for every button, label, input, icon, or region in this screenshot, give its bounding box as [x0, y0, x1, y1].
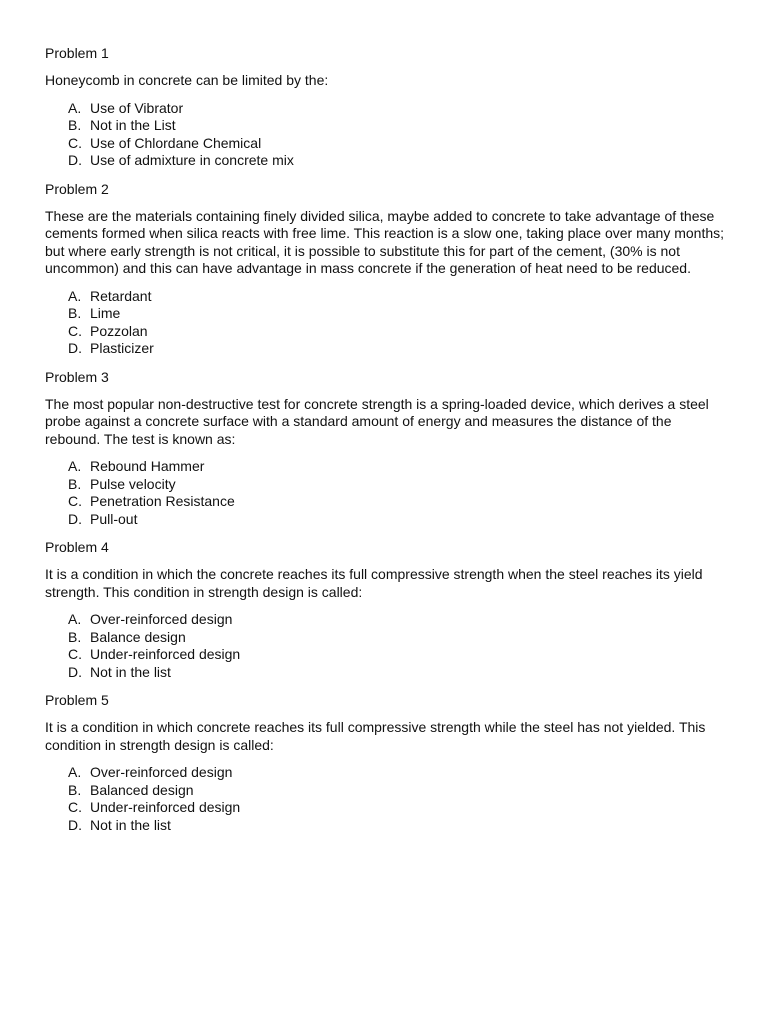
problem-title: Problem 5 — [45, 692, 109, 708]
option-text: Under-reinforced design — [90, 799, 241, 815]
option-letter: C. — [68, 322, 82, 339]
options-list — [45, 100, 730, 170]
option-text: Not in the List — [90, 117, 176, 133]
options-list — [45, 288, 730, 358]
option-letter: A. — [68, 611, 82, 627]
problem-4 — [45, 538, 730, 681]
option-d — [68, 817, 730, 835]
option-c — [68, 799, 730, 817]
option-a — [68, 611, 730, 629]
option-text: Balanced design — [90, 781, 194, 798]
option-a — [68, 764, 730, 782]
option-b — [68, 782, 730, 800]
problem-title: Problem 4 — [45, 539, 109, 555]
option-letter: B. — [68, 305, 82, 321]
question-text: It is a condition in which the concrete reaches its full compressive strength when the steel reaches its yield strength. This condition in strength design is called: — [45, 566, 703, 600]
option-b — [68, 476, 730, 494]
option-letter: D. — [68, 510, 82, 527]
option-letter: A. — [68, 764, 82, 780]
option-text: Pulse velocity — [90, 475, 176, 492]
option-text: Lime — [90, 305, 121, 321]
option-text: Pull-out — [90, 510, 138, 527]
question-text: It is a condition in which concrete reaches its full compressive strength while the steel has not yielded. This condition in strength design is called: — [45, 719, 706, 753]
option-b — [68, 305, 730, 323]
option-text: Under-reinforced design — [90, 646, 241, 662]
option-d — [68, 340, 730, 358]
option-text: Use of Vibrator — [90, 99, 184, 116]
option-text: Over-reinforced design — [90, 764, 233, 780]
option-letter: D. — [68, 340, 82, 356]
option-letter: A. — [68, 99, 82, 116]
option-d — [68, 511, 730, 529]
option-text: Rebound Hammer — [90, 458, 205, 474]
options-list — [45, 458, 730, 528]
question-text: The most popular non-destructive test for concrete strength is a spring-loaded device, which derives a steel probe against a concrete surface with a standard amount of energy and measures the distance of the rebound. The test is known as: — [45, 395, 709, 447]
option-text: Not in the list — [90, 816, 171, 833]
problem-title: Problem 2 — [45, 180, 109, 197]
option-text: Use of admixture in concrete mix — [90, 152, 294, 168]
option-a — [68, 458, 730, 476]
problem-title: Problem 3 — [45, 368, 109, 385]
problem-2 — [45, 180, 730, 358]
option-letter: D. — [68, 816, 82, 833]
option-letter: C. — [68, 799, 82, 815]
option-letter: C. — [68, 646, 82, 662]
option-c — [68, 646, 730, 664]
problem-1 — [45, 44, 730, 170]
problem-title: Problem 1 — [45, 45, 109, 61]
document-page — [45, 44, 730, 844]
option-letter: B. — [68, 475, 82, 492]
option-letter: A. — [68, 458, 82, 474]
option-letter: B. — [68, 628, 82, 645]
option-letter: C. — [68, 134, 82, 151]
option-d — [68, 152, 730, 170]
problem-5 — [45, 691, 730, 834]
option-letter: D. — [68, 152, 82, 168]
option-c — [68, 323, 730, 341]
option-text: Retardant — [90, 287, 152, 304]
option-text: Balance design — [90, 628, 186, 645]
option-letter: D. — [68, 663, 82, 680]
option-a — [68, 288, 730, 306]
option-text: Plasticizer — [90, 340, 154, 356]
options-list — [45, 764, 730, 834]
options-list — [45, 611, 730, 681]
option-text: Use of Chlordane Chemical — [90, 134, 262, 151]
option-letter: A. — [68, 287, 82, 304]
option-c — [68, 135, 730, 153]
option-text: Over-reinforced design — [90, 611, 233, 627]
option-d — [68, 664, 730, 682]
option-letter: B. — [68, 117, 82, 133]
option-letter: C. — [68, 493, 82, 509]
option-letter: B. — [68, 781, 82, 798]
option-b — [68, 629, 730, 647]
option-b — [68, 117, 730, 135]
option-c — [68, 493, 730, 511]
option-text: Pozzolan — [90, 322, 148, 339]
question-text: These are the materials containing finely divided silica, maybe added to concrete to take advantage of these cements formed when silica reacts with free lime. This reaction is a slow one, taking place over many months; but where early strength is not critical, it is possible to substitute this for part of the cement, (30% is not uncommon) and this can have advantage in mass concrete if the generation of heat need to be reduced. — [45, 207, 725, 276]
question-text: Honeycomb in concrete can be limited by the: — [45, 72, 329, 88]
option-text: Not in the list — [90, 663, 171, 680]
option-a — [68, 100, 730, 118]
problem-3 — [45, 368, 730, 529]
option-text: Penetration Resistance — [90, 493, 235, 509]
